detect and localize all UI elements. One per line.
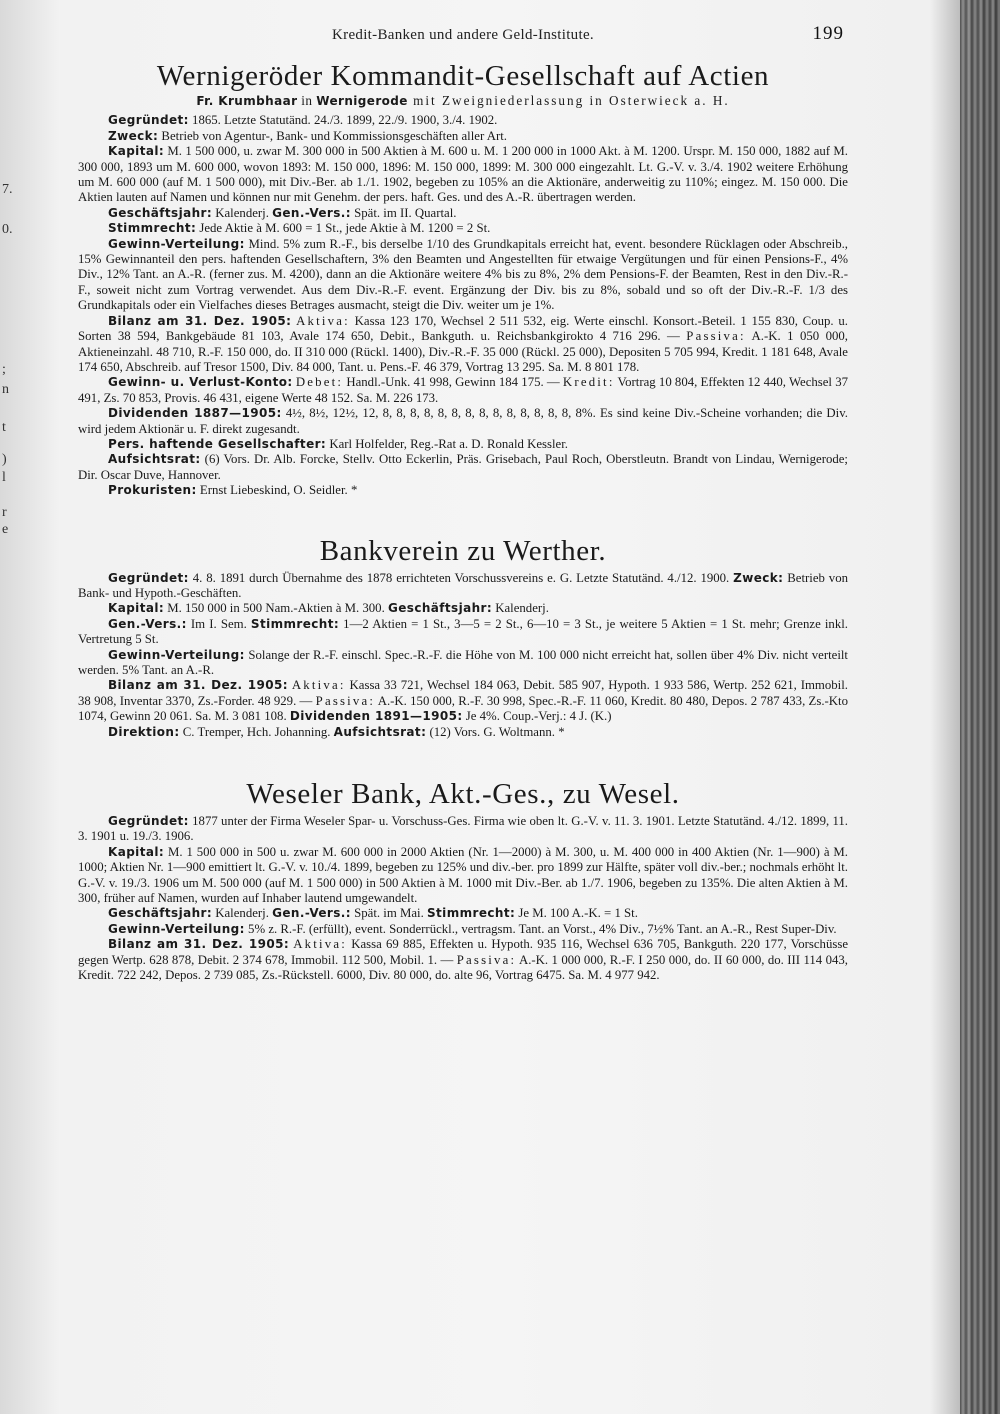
label: Aktiva: <box>293 937 348 952</box>
entry-bankverein-werther <box>78 571 848 740</box>
label: Bilanz am 31. Dez. 1905: <box>108 937 290 952</box>
label: Kapital: <box>108 601 165 616</box>
text: 1865. Letzte Statutänd. 24./3. 1899, 22./9. 1900, 3./4. 1902. <box>188 113 498 128</box>
text: 1—2 Aktien = 1 St., 3—5 = 2 St., 6—10 = 3 St., je weitere 5 Aktien = 1 St. mehr; Grenze inkl. Vertretung 5 St. <box>78 616 848 647</box>
para-gegruendet <box>78 571 848 602</box>
label: Stimmrecht: <box>108 221 197 236</box>
label: Pers. haftende Gesellschafter: <box>108 436 327 451</box>
label: Geschäftsjahr: <box>108 205 213 220</box>
label: Passiva: <box>686 329 746 344</box>
text: Spät. im II. Quartal. <box>350 205 457 220</box>
para-kapital <box>78 845 848 907</box>
label: Gen.-Vers.: <box>108 616 187 631</box>
para-prokuristen <box>78 483 848 498</box>
book-spine <box>960 0 1000 1414</box>
text: A.-K. 1 000 000, R.-F. I 250 000, do. II 60 000, do. III 114 043, Kredit. 722 242, Depos. 2 739 085, Zs.-Rückstell. 6000, Div. 80 000, do. alte 96, Vortrag 6475. Sa. M. 4 977 942. <box>78 952 848 983</box>
label: Gen.-Vers.: <box>272 205 351 220</box>
para-direktion <box>78 725 848 740</box>
section-title-bankverein-werther: Bankverein zu Werther. <box>319 534 607 567</box>
para-bilanz <box>78 937 848 983</box>
label: Gegründet: <box>108 570 189 585</box>
label: Direktion: <box>108 724 180 739</box>
entry-wernigeroder <box>78 113 848 498</box>
margin-note: n <box>2 382 9 397</box>
text: 4½, 8½, 12½, 12, 8, 8, 8, 8, 8, 8, 8, 8, 8, 8, 8, 8, 8, 8, 8%. Es sind keine Div.-Scheine vorhanden; die Div. wird jedem Aktionär u. F. direkt zugesandt. <box>78 406 848 436</box>
margin-note: ; <box>2 362 6 377</box>
para-gegruendet <box>78 814 848 845</box>
end-mark: * <box>558 724 565 739</box>
entry-weseler-bank <box>78 814 848 983</box>
text: Kassa 69 885, Effekten u. Hypoth. 935 116, Wechsel 636 705, Bankguth. 220 177, Vorschüsse gegen Wertp. 628 878, Debit. 2 374 678, Immobil. 112 500, Mobil. 1. — <box>78 937 848 967</box>
margin-note: t <box>2 420 6 435</box>
margin-note: r <box>2 505 7 520</box>
para-gewinn-verteilung <box>78 922 848 937</box>
text: Jede Aktie à M. 600 = 1 St., jede Aktie à M. 1200 = 2 St. <box>196 221 491 236</box>
label: Dividenden 1887—1905: <box>108 406 282 421</box>
label: Bilanz am 31. Dez. 1905: <box>108 313 292 328</box>
text: M. 1 500 000 in 500 u. zwar M. 600 000 in 2000 Aktien (Nr. 1—2000) à M. 300, u. M. 400 000 in 400 Aktien (Nr. 1—900) à M. 1000; Aktien Nr. 1—900 emittiert lt. G.-V. v. 10./4. 1899, begeben zu 125% und div.-ber. pro 1899 zur Hälfte, später voll div.-ber.; nochmals erhöht lt. G.-V. v. 19./3. 1906 um M. 500 000 (auf M. 1 500 000) in 500 Aktien à M. 1000 mit Div.-Ber. ab 1./7. 1906, begeben zu 135%. Die alten Aktien à M. 300, früher auf Namen, wurden auf Inhaber lautend umgewandelt. <box>78 844 848 906</box>
label: Gewinn-Verteilung: <box>108 236 245 251</box>
text: Im I. Sem. <box>186 616 251 631</box>
text: 4. 8. 1891 durch Übernahme des 1878 errichteten Vorschussvereins e. G. Letzte Statutänd. 4./12. 1900. <box>188 570 734 585</box>
text: (12) Vors. G. Woltmann. <box>426 724 555 739</box>
label: Bilanz am 31. Dez. 1905: <box>108 678 288 693</box>
text: Betrieb von Agentur-, Bank- und Kommissionsgeschäften aller Art. <box>158 128 507 143</box>
text: Kassa 123 170, Wechsel 2 511 532, eig. Werte einschl. Konsort.-Beteil. 1 155 830, Coup. u. Sorten 38 594, Bankgebäude 81 103, Avale 174 650, Debit., Bankguth. u. Reichsbankgirokto 4 716 296. — <box>78 313 848 344</box>
end-mark: * <box>350 483 358 498</box>
text: Spät. im Mai. <box>350 906 427 921</box>
text: Solange der R.-F. einschl. Spec.-R.-F. die Höhe von M. 100 000 nicht erreicht hat, sollen über 4% Div. nicht verteilt werden. 5% Tant. an A.-R. <box>78 647 848 677</box>
text: Ernst Liebeskind, O. Seidler. <box>196 483 348 498</box>
label: Debet: <box>295 375 344 390</box>
firm-place: Wernigerode <box>316 94 408 108</box>
margin-note: e <box>2 522 9 537</box>
label: Prokuristen: <box>108 483 197 498</box>
text: M. 150 000 in 500 Nam.-Aktien à M. 300. <box>164 601 388 616</box>
label: Aktiva: <box>291 678 346 693</box>
margin-note: l <box>2 470 6 485</box>
para-gewinn-verlust <box>78 375 848 406</box>
text: Je 4%. Coup.-Verj.: 4 J. (K.) <box>462 709 612 724</box>
label: Gegründet: <box>108 113 189 128</box>
label: Geschäftsjahr: <box>108 906 213 921</box>
label: Gewinn-Verteilung: <box>108 647 245 662</box>
page-number: 199 <box>812 23 844 44</box>
para-zweck <box>78 129 848 144</box>
text: C. Tremper, Hch. Johanning. <box>179 724 334 739</box>
label: Stimmrecht: <box>427 906 516 921</box>
para-kapital <box>78 601 848 616</box>
label: Zweck: <box>108 128 159 143</box>
text: 1877 unter der Firma Weseler Spar- u. Vorschuss-Ges. Firma wie oben lt. G.-V. v. 11. 3. 1901. Letzte Statutänd. 4./12. 1899, 11. 3. 1901 u. 19./3. 1906. <box>78 814 848 844</box>
text: M. 1 500 000, u. zwar M. 300 000 in 500 Aktien à M. 600 u. M. 1 200 000 in 1000 Akt. à M. 1200. Urspr. M. 150 000, 1882 auf M. 300 000, 1893 um M. 600 000, wovon 1893: M. 150 000, 1896: M. 150 000, 1899: M. 300 000 eingezahlt. Lt. G.-V. v. 3./4. 1902 weitere Erhöhung um M. 600 000 (auf M. 1 500 000), mit Div.-Ber. ab 1./1. 1902, begeben zu 105% an die Aktionäre, anderweitig zu 110%; eingez. M. 150 000. Die Aktien lauten auf Namen und können nur mit Genehm. der pers. haft. Ges. und des A.-R. übertragen werden. <box>78 144 848 205</box>
text: Kalenderj. <box>212 205 273 220</box>
text: Mind. 5% zum R.-F., bis derselbe 1/10 des Grundkapitals erreicht hat, event. besondere Rücklagen oder Abschreib., 15% Gewinnanteil den pers. haftenden Gesellschaftern, 3% den Beamten und Angestellten für etwaige Vergütungen und für einen Pensions-F., 4% Div., 12% Tant. an A.-R. (ferner zus. M. 4200), dann an die Aktionäre weitere 4% bis zu 8%, 2% dem Pensions-F. der Beamten, Rest in den Div.-R.-F., soweit nicht zum Vortrag verwendet. Aus dem Div.-R.-F. event. Ergänzung der Div. bis zu 8%, sobald und so oft der Div.-R.-F. 1/3 des Grundkapitals oder ein Vielfaches dieses Betrages ausmacht, steigt die Div. weiter um je 1%. <box>78 236 848 313</box>
text: Kalenderj. <box>212 906 273 921</box>
label: Gewinn-Verteilung: <box>108 921 245 936</box>
para-pers-haftende <box>78 437 848 452</box>
text: (6) Vors. Dr. Alb. Forcke, Stellv. Otto Eckerlin, Präs. Grisebach, Paul Roch, Oberstleutn. Brandt von Lindau, Wernigerode; Dir. Oscar Duve, Hannover. <box>78 452 848 482</box>
section-title-wernigeroder: Wernigeröder Kommandit-Gesellschaft auf Actien <box>156 60 770 92</box>
label: Kapital: <box>108 144 165 159</box>
para-geschaeftsjahr <box>78 906 848 921</box>
margin-note: 7. <box>2 182 13 197</box>
label: Geschäftsjahr: <box>387 601 493 616</box>
text: Kassa 33 721, Wechsel 184 063, Debit. 585 907, Hypoth. 1 933 586, Wertp. 252 621, Immobil. 38 908, Inventar 3370, Zs.-Forder. 48 929. — <box>78 678 848 708</box>
label: Passiva: <box>315 693 376 708</box>
firm-name: Fr. Krumbhaar <box>196 94 298 108</box>
margin-note: ) <box>2 452 7 467</box>
label: Aktiva: <box>296 313 350 328</box>
para-dividenden <box>78 406 848 437</box>
text: Kalenderj. <box>492 601 549 616</box>
text: Betrieb von Bank- und Hypoth.-Geschäften. <box>78 570 848 600</box>
text: Je M. 100 A.-K. = 1 St. <box>515 906 638 921</box>
text: A.-K. 150 000, R.-F. 30 998, Spec.-R.-F. 11 060, Kredit. 80 480, Depos. 2 787 433, Zs.-Kto 1074, Gewinn 20 061. Sa. M. 3 081 108. <box>78 693 848 724</box>
section-subtitle <box>78 93 848 109</box>
text: Handl.-Unk. 41 998, Gewinn 184 175. — <box>343 375 563 390</box>
para-gewinn-verteilung <box>78 237 848 314</box>
text: 5% z. R.-F. (erfüllt), event. Sonderrückl., vertragsm. Tant. an Vorst., 4% Div., 7½% Tant. an A.-R., Rest Super-Div. <box>244 921 837 936</box>
label: Aufsichtsrat: <box>108 452 201 467</box>
label: Dividenden 1891—1905: <box>289 709 463 724</box>
running-head <box>78 23 848 50</box>
label: Passiva: <box>456 952 517 967</box>
para-bilanz <box>78 678 848 724</box>
label: Gegründet: <box>108 814 189 829</box>
label: Kredit: <box>562 375 615 390</box>
label: Gen.-Vers.: <box>272 906 351 921</box>
para-kapital <box>78 144 848 206</box>
subtitle-rest: mit Zweigniederlassung in Osterwieck a. H. <box>407 93 730 108</box>
subtitle-in: in <box>297 93 317 108</box>
margin-note: 0. <box>2 222 13 237</box>
text: Vortrag 10 804, Effekten 12 440, Wechsel 37 491, Zs. 70 853, Provis. 46 431, eigene Werte 48 152. Sa. M. 226 173. <box>78 375 848 405</box>
text: A.-K. 1 050 000, Aktieneinzahl. 48 710, R.-F. 150 000, do. II 310 000 (Rückl. 1400), Div.-R.-F. 35 000 (Rückl. 25 000), Depositen 5 705 994, Kredit. 1 181 648, Avale 174 650, Abschreib. auf Tresor 1500, Div. 84 000, Tant. u. Pens.-F. 46 379, Vortrag 13 295. Sa. M. 8 801 178. <box>78 329 848 374</box>
para-aufsichtsrat <box>78 452 848 483</box>
text: Karl Holfelder, Reg.-Rat a. D. Ronald Kessler. <box>326 436 568 451</box>
para-gegruendet <box>78 113 848 128</box>
para-gewinn-verteilung <box>78 648 848 679</box>
section-title-weseler-bank: Weseler Bank, Akt.-Ges., zu Wesel. <box>246 778 680 811</box>
para-stimmrecht <box>78 221 848 236</box>
para-gen-vers <box>78 617 848 648</box>
running-head-title: Kredit-Banken und andere Geld-Institute. <box>332 27 594 43</box>
page-content <box>78 23 848 984</box>
label: Gewinn- u. Verlust-Konto: <box>108 375 293 390</box>
label: Stimmrecht: <box>250 616 340 631</box>
label: Zweck: <box>733 570 784 585</box>
para-geschaeftsjahr <box>78 206 848 221</box>
label: Kapital: <box>108 844 165 859</box>
para-bilanz <box>78 314 848 376</box>
label: Aufsichtsrat: <box>333 724 427 739</box>
